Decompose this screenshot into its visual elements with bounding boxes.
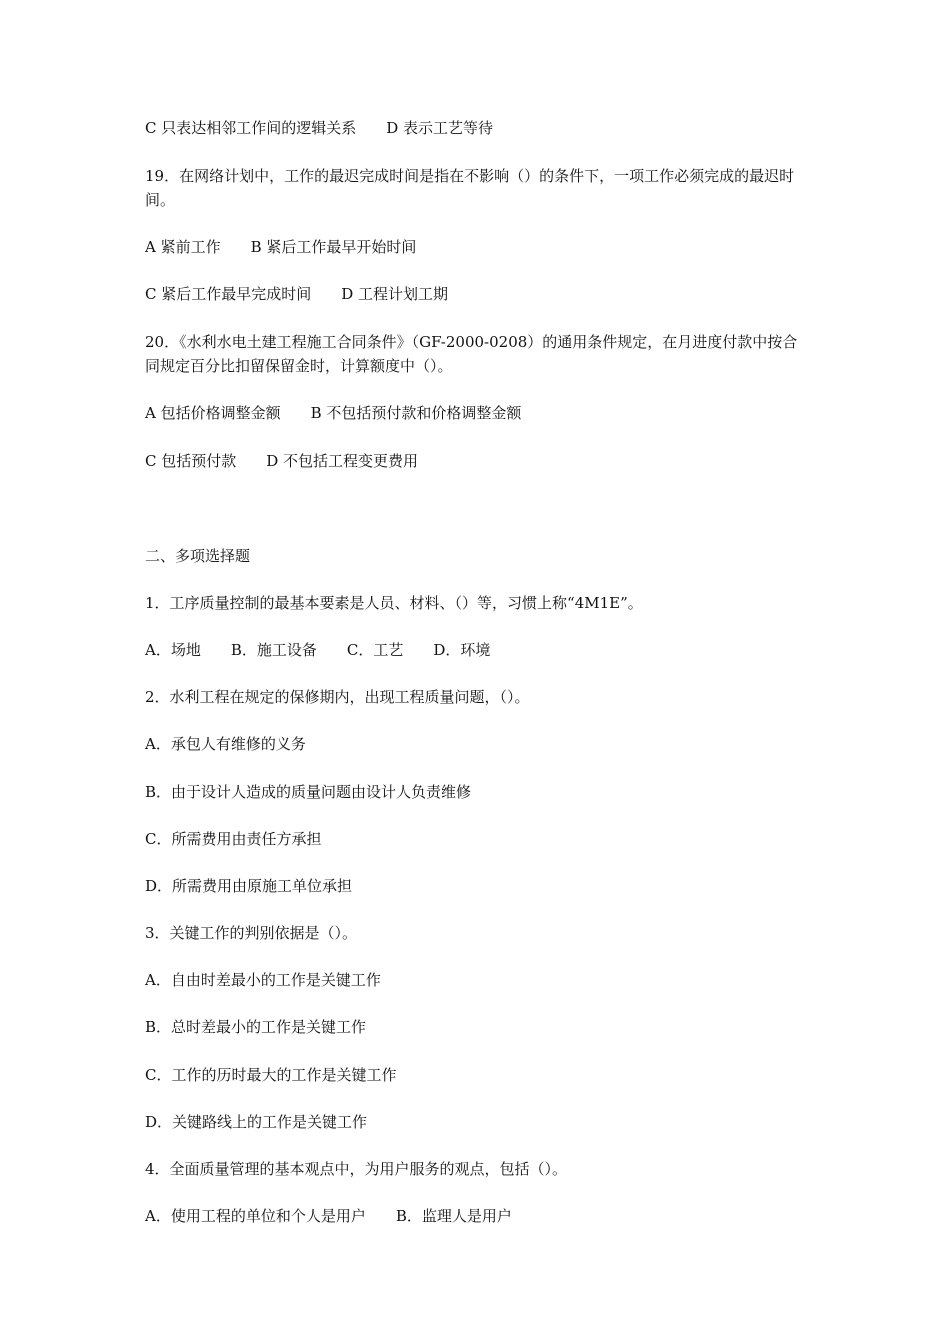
option-d: D 工程计划工期 (341, 285, 449, 303)
option-line-q18-cd (145, 117, 493, 139)
option-c: C．工艺 (346, 641, 404, 659)
option-a: A．场地 (145, 641, 201, 659)
option-line-m4-ab (145, 1205, 512, 1227)
option-line-q19-ab (145, 236, 416, 258)
question-20: 20．《水利水电土建工程施工合同条件》（GF-2000-0208）的通用条件规定，在月进度付款中按合同规定百分比扣留保留金时，计算额度中（）。 (145, 333, 798, 375)
option-line-q20-cd (145, 450, 418, 472)
option-d: D 不包括工程变更费用 (266, 452, 419, 470)
option-line-m1 (145, 639, 490, 661)
option-b: B 不包括预付款和价格调整金额 (310, 404, 522, 422)
option-b: B 紧后工作最早开始时间 (250, 238, 417, 256)
question-m4: 4．全面质量管理的基本观点中，为用户服务的观点，包括（）。 (145, 1160, 568, 1178)
option-line-q20-ab (145, 402, 521, 424)
question-m3: 3．关键工作的判别依据是（）。 (145, 924, 358, 942)
option-c: C 只表达相邻工作间的逻辑关系 (145, 119, 357, 137)
option-a: A 紧前工作 (145, 238, 221, 256)
option-d: D．环境 (433, 641, 491, 659)
option-a: A．自由时差最小的工作是关键工作 (145, 971, 381, 989)
option-c: C．所需费用由责任方承担 (145, 830, 322, 848)
option-c: C 包括预付款 (145, 452, 237, 470)
option-b: B．总时差最小的工作是关键工作 (145, 1018, 367, 1036)
option-line-q19-cd (145, 283, 448, 305)
question-19: 19．在网络计划中，工作的最迟完成时间是指在不影响（）的条件下，一项工作必须完成的最迟时间。 (145, 167, 795, 209)
option-c: C．工作的历时最大的工作是关键工作 (145, 1066, 397, 1084)
option-d: D．关键路线上的工作是关键工作 (145, 1113, 368, 1131)
option-b: B．施工设备 (230, 641, 317, 659)
section-heading-multiple-choice: 二、多项选择题 (145, 547, 251, 565)
option-d: D 表示工艺等待 (386, 119, 494, 137)
question-m2: 2．水利工程在规定的保修期内，出现工程质量问题，（）。 (145, 688, 530, 706)
option-b: B．监理人是用户 (395, 1207, 512, 1225)
option-d: D．所需费用由原施工单位承担 (145, 877, 353, 895)
question-m1: 1．工序质量控制的最基本要素是人员、材料、（）等，习惯上称“4M1E”。 (145, 594, 643, 612)
option-a: A 包括价格调整金额 (145, 404, 281, 422)
option-a: A．承包人有维修的义务 (145, 735, 306, 753)
option-a: A．使用工程的单位和个人是用户 (145, 1207, 366, 1225)
option-c: C 紧后工作最早完成时间 (145, 285, 312, 303)
option-b: B．由于设计人造成的质量问题由设计人负责维修 (145, 783, 472, 801)
